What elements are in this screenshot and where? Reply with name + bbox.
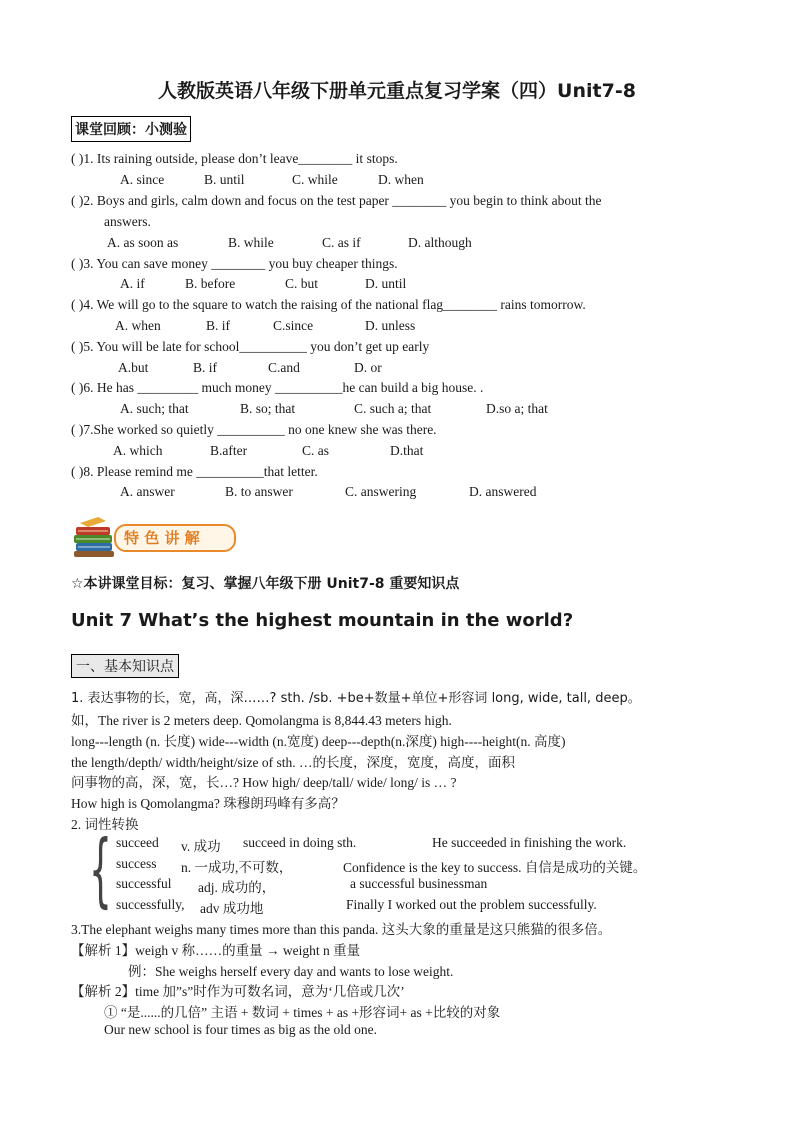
line-elephant: 3.The elephant weighs many times more than this panda. 这头大象的重量是这只熊猫的很多倍。: [71, 922, 612, 937]
wordform-succeed-example: succeed in doing sth.: [243, 835, 357, 850]
question-4: ( )4. We will go to the square to watch the raising of the national flag________ rains tomorrow.: [71, 297, 586, 312]
wordform-successful: successful: [116, 876, 172, 891]
q7-option-d: D.that: [390, 443, 424, 458]
line-analysis-1: 【解析 1】weigh v 称……的重量 → weight n 重量: [71, 943, 361, 958]
wordform-success: success: [116, 856, 157, 871]
line-times-pattern: ① “是......的几倍” 主语 + 数词 + times + as +形容词+ as +比较的对象: [104, 1005, 501, 1020]
q2-option-b: B. while: [228, 235, 274, 250]
q3-option-d: D. until: [365, 276, 407, 291]
q1-option-c: C. while: [292, 172, 338, 187]
q3-option-a: A. if: [120, 276, 145, 291]
q1-option-a: A. since: [120, 172, 165, 187]
question-1: ( )1. Its raining outside, please don’t leave________ it stops.: [71, 151, 398, 166]
brace-symbol: {: [89, 823, 112, 916]
q6-option-d: D.so a; that: [486, 401, 548, 416]
page-title: 人教版英语八年级下册单元重点复习学案（四）Unit7-8: [158, 80, 636, 102]
q8-option-d: D. answered: [469, 484, 537, 499]
line-length-of: the length/depth/ width/height/size of sth. …的长度，深度，宽度，高度，面积: [71, 755, 515, 770]
section-basic-knowledge: 一、基本知识点: [71, 654, 179, 678]
q6-option-b: B. so; that: [240, 401, 296, 416]
question-6: ( )6. He has _________ much money __________he can build a big house. .: [71, 380, 484, 395]
q4-option-a: A. when: [115, 318, 161, 333]
q3-option-b: B. before: [185, 276, 236, 291]
wordform-succeed-sentence: He succeeded in finishing the work.: [432, 835, 627, 850]
wordform-successfully: successfully,: [116, 897, 185, 912]
q5-option-b: B. if: [193, 360, 218, 375]
q4-option-c: C.since: [273, 318, 314, 333]
q4-option-d: D. unless: [365, 318, 416, 333]
q5-option-a: A.but: [118, 360, 149, 375]
q2-option-a: A. as soon as: [107, 235, 179, 250]
line-example-weigh: 例：She weighs herself every day and wants to lose weight.: [128, 964, 454, 979]
wordform-successful-pos: adj. 成功的，: [198, 880, 276, 895]
q5-option-c: C.and: [268, 360, 300, 375]
q3-option-c: C. but: [285, 276, 319, 291]
unit-title: Unit 7 What’s the highest mountain in the world?: [71, 610, 574, 631]
wordform-success-pos: n. 一成功,不可数，: [181, 860, 293, 875]
wordform-successfully-example: Finally I worked out the problem successfully.: [346, 897, 597, 912]
lesson-goal: ☆本讲课堂目标：复习、掌握八年级下册 Unit7-8 重要知识点: [71, 576, 460, 592]
line-analysis-2: 【解析 2】time 加”s”时作为可数名词，意为‘几倍或几次’: [71, 984, 405, 999]
line-question-form: 问事物的高，深，宽，长…? How high/ deep/tall/ wide/ long/ is … ?: [71, 775, 457, 790]
q4-option-b: B. if: [206, 318, 231, 333]
q2-option-d: D. although: [408, 235, 472, 250]
question-3: ( )3. You can save money ________ you buy cheaper things.: [71, 256, 398, 271]
line-how-high: How high is Qomolangma? 珠穆朗玛峰有多高？: [71, 796, 345, 811]
wordform-successfully-pos: adv 成功地: [200, 901, 264, 916]
q7-option-c: C. as: [302, 443, 329, 458]
q6-option-a: A. such; that: [120, 401, 189, 416]
line-word-forms-heading: 2. 词性转换: [71, 817, 139, 832]
question-2: ( )2. Boys and girls, calm down and focus on the test paper ________ you begin to think about the: [71, 193, 602, 208]
question-2-cont: answers.: [104, 214, 151, 229]
wordform-succeed-pos: v. 成功: [181, 839, 221, 854]
wordform-successful-example: a successful businessman: [350, 876, 488, 891]
line-example-river: 如，The river is 2 meters deep. Qomolangma is 8,844.43 meters high.: [71, 713, 452, 728]
review-label: 课堂回顾：小测验: [71, 116, 191, 142]
q8-option-a: A. answer: [120, 484, 175, 499]
q1-option-d: D. when: [378, 172, 424, 187]
question-5: ( )5. You will be late for school__________ you don’t get up early: [71, 339, 430, 354]
wordform-success-example: Confidence is the key to success. 自信是成功的关键。: [343, 860, 647, 875]
line-dimensions-intro: 1. 表达事物的长，宽，高，深……? sth. /sb. +be+数量+单位+形容词 long, wide, tall, deep。: [71, 691, 641, 706]
wordform-succeed: succeed: [116, 835, 159, 850]
line-example-school: Our new school is four times as big as the old one.: [104, 1022, 377, 1037]
q7-option-a: A. which: [113, 443, 163, 458]
q8-option-b: B. to answer: [225, 484, 293, 499]
question-7: ( )7.She worked so quietly __________ no one knew she was there.: [71, 422, 437, 437]
q8-option-c: C. answering: [345, 484, 417, 499]
q1-option-b: B. until: [204, 172, 245, 187]
q7-option-b: B.after: [210, 443, 248, 458]
q2-option-c: C. as if: [322, 235, 361, 250]
feature-banner-label: 特 色 讲 解: [124, 529, 200, 547]
line-noun-forms: long---length (n. 长度) wide---width (n.宽度) deep---depth(n.深度) high----height(n. 高度): [71, 734, 566, 749]
q6-option-c: C. such a; that: [354, 401, 432, 416]
question-8: ( )8. Please remind me __________that letter.: [71, 464, 318, 479]
feature-banner: [70, 515, 240, 559]
q5-option-d: D. or: [354, 360, 382, 375]
